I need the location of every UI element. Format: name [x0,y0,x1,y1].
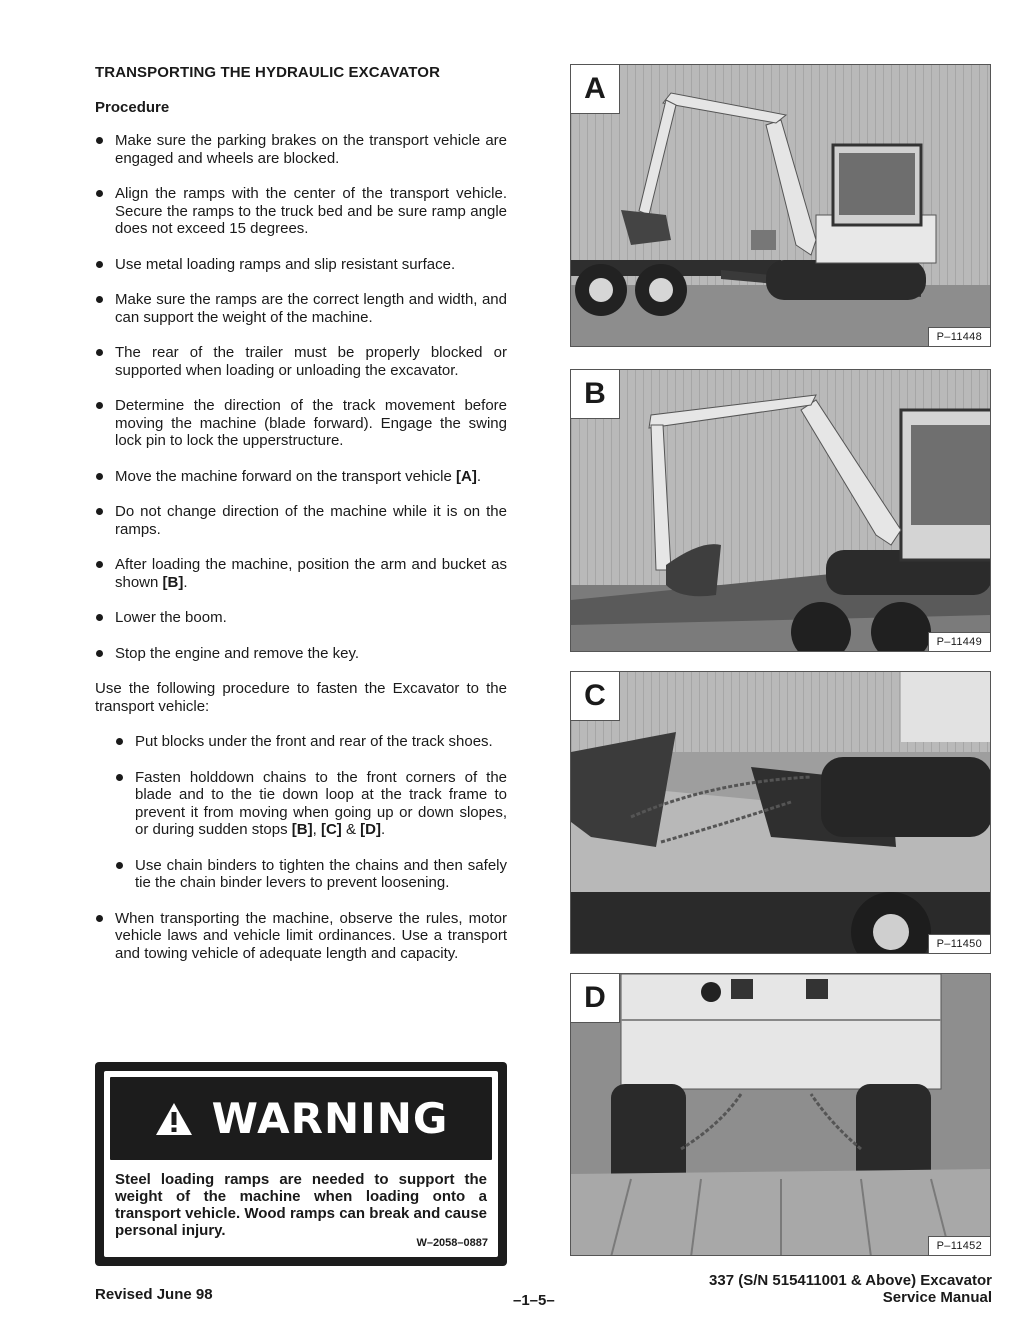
bullet-icon [96,614,103,621]
bullet-icon [96,190,103,197]
list-item: Move the machine forward on the transport vehicle [A]. [95,468,507,486]
list-item: Make sure the ramps are the correct length and width, and can support the weight of the machine. [95,291,507,326]
photo-panel-b [570,369,991,652]
photo-code: P–11452 [928,1236,990,1255]
section-heading: TRANSPORTING THE HYDRAULIC EXCAVATOR [95,64,440,81]
list-item: After loading the machine, position the arm and bucket as shown [B]. [95,556,507,591]
list-item: When transporting the machine, observe the rules, motor vehicle laws and vehicle limit ordinances. Use a transport and towing vehicle of adequate length and capacity. [95,910,507,963]
list-item: Stop the engine and remove the key. [95,645,507,663]
bullet-icon [116,774,123,781]
page-number: –1–5– [513,1292,555,1309]
list-item: Lower the boom. [95,609,507,627]
photo-letter: A [571,65,620,114]
bullet-icon [96,508,103,515]
revision-date: Revised June 98 [95,1286,213,1303]
excavator-loading-photo [571,65,991,347]
bullet-icon [96,915,103,922]
warning-code: W–2058–0887 [416,1237,488,1249]
photo-panel-a [570,64,991,347]
list-item: The rear of the trailer must be properly blocked or supported when loading or unloading the excavator. [95,344,507,379]
instructions-column [95,64,507,980]
excavator-positioned-photo [571,370,991,652]
warning-header [108,1075,494,1162]
figure-ref-c: [C] [320,821,342,838]
bullet-icon [96,296,103,303]
fasten-intro: Use the following procedure to fasten the Excavator to the transport vehicle: [95,680,507,715]
bullet-icon [96,349,103,356]
bullet-icon [116,738,123,745]
bullet-icon [96,261,103,268]
warning-title: WARNING [211,1094,449,1143]
list-item: Use metal loading ramps and slip resistant surface. [95,256,507,274]
photo-code: P–11449 [928,632,990,651]
final-list [95,910,507,963]
warning-text: Steel loading ramps are needed to support the weight of the machine when loading onto a transport vehicle. Wood ramps can break and cause personal injury. [115,1171,487,1239]
warning-box [95,1062,507,1266]
bullet-icon [116,862,123,869]
photo-letter: C [571,672,620,721]
warning-triangle-icon [154,1101,194,1137]
photo-letter: D [571,974,620,1023]
figure-ref-b: [B] [291,821,313,838]
photo-panel-c [570,671,991,954]
bullet-icon [96,137,103,144]
list-item: Make sure the parking brakes on the transport vehicle are engaged and wheels are blocked. [95,132,507,167]
photo-letter: B [571,370,620,419]
bullet-icon [96,473,103,480]
fasten-list [115,733,507,892]
blade-chains-photo [571,672,991,954]
rear-chains-photo [571,974,991,1256]
procedure-list [95,132,507,662]
photo-code: P–11450 [928,934,990,953]
list-item: Align the ramps with the center of the transport vehicle. Secure the ramps to the truck bed and be sure ramp angle does not exceed 15 degrees. [95,185,507,238]
bullet-icon [96,402,103,409]
photo-panel-d [570,973,991,1256]
list-item: Put blocks under the front and rear of the track shoes. [115,733,507,751]
manual-title: 337 (S/N 515411001 & Above) Excavator Service Manual [709,1272,992,1306]
bullet-icon [96,561,103,568]
figure-ref-d: [D] [360,821,381,838]
procedure-subheading: Procedure [95,99,170,116]
list-item: Use chain binders to tighten the chains and then safely tie the chain binder levers to prevent loosening. [115,857,507,892]
list-item: Fasten holddown chains to the front corners of the blade and to the tie down loop at the track frame to prevent it from moving when going up or down slopes, or during sudden stops [B], [C] & [D]. [115,769,507,839]
list-item: Determine the direction of the track movement before moving the machine (blade forward). Engage the swing lock pin to lock the upperstructure. [95,397,507,450]
bullet-icon [96,650,103,657]
photo-code: P–11448 [928,327,990,346]
list-item: Do not change direction of the machine while it is on the ramps. [95,503,507,538]
figure-ref-a: [A] [456,467,477,485]
figure-ref-b: [B] [162,573,184,591]
